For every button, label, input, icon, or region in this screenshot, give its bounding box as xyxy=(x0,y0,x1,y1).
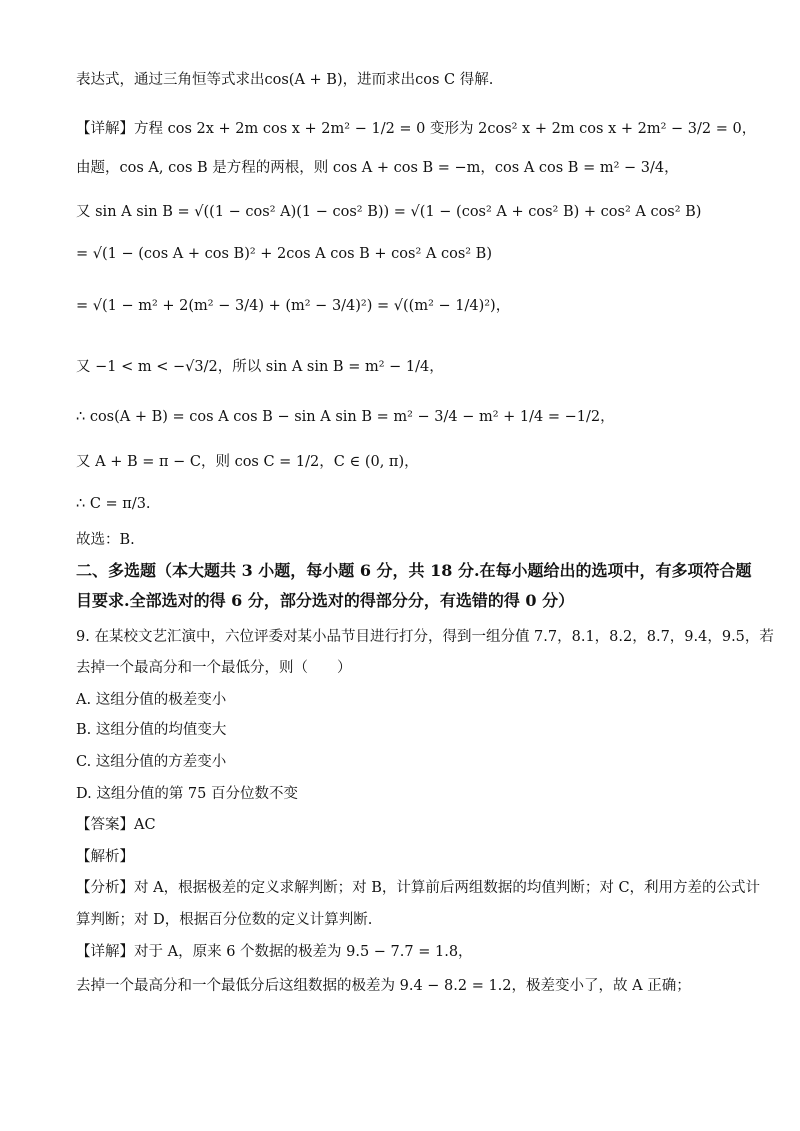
line-4-text: 又 sin A sin B = √((1 − cos² A)(1 − cos² B)) = √(1 − (cos² A + cos² B) + cos² A cos² B) xyxy=(76,204,702,220)
analysis-text-1: 【分析】对 A，根据极差的定义求解判断；对 B，计算前后两组数据的均值判断；对 C，利用方差的公式计 xyxy=(76,880,761,896)
line-10-text: ∴ C = π/3. xyxy=(76,496,151,512)
analysis-line-1 xyxy=(76,878,760,898)
section-heading-line-2 xyxy=(76,591,574,611)
option-a xyxy=(76,690,226,710)
option-d-text: D. 这组分值的第 75 百分位数不变 xyxy=(76,786,298,802)
line-5-text: = √(1 − (cos A + cos B)² + 2cos A cos B + cos² A cos² B) xyxy=(76,246,492,262)
answer-text: 【答案】AC xyxy=(76,817,156,833)
option-a-text: A. 这组分值的极差变小 xyxy=(76,692,227,708)
answer-line xyxy=(76,815,156,835)
option-c xyxy=(76,752,226,772)
option-d xyxy=(76,784,298,804)
analysis-text-2: 算判断；对 D，根据百分位数的定义计算判断. xyxy=(76,912,373,928)
section-heading-line-1 xyxy=(76,561,752,581)
question-line-2 xyxy=(76,658,352,678)
option-b-text: B. 这组分值的均值变大 xyxy=(76,722,227,738)
detail-text-2: 去掉一个最高分和一个最低分后这组数据的极差为 9.4 − 8.2 = 1.2，极差变小了，故 A 正确； xyxy=(76,978,691,994)
text-line-5 xyxy=(76,244,492,264)
line-11-text: 故选：B. xyxy=(76,532,135,548)
text-line-10 xyxy=(76,494,151,514)
line-6-text: = √(1 − m² + 2(m² − 3/4) + (m² − 3/4)²) = √((m² − 1/4)²)， xyxy=(76,298,511,314)
line-8-text: ∴ cos(A + B) = cos A cos B − sin A sin B = m² − 3/4 − m² + 1/4 = −1/2， xyxy=(76,409,615,425)
analysis-heading-text: 【解析】 xyxy=(76,849,134,865)
text-line-4 xyxy=(76,202,701,222)
question-text-1: 9. 在某校文艺汇演中，六位评委对某小品节目进行打分，得到一组分值 7.7，8.1，8.2，8.7，9.4，9.5，若 xyxy=(76,629,774,645)
line-9-text: 又 A + B = π − C，则 cos C = 1/2，C ∈ (0, π)， xyxy=(76,454,419,470)
text-line-6 xyxy=(76,296,510,316)
text-line-1 xyxy=(76,70,493,90)
option-c-text: C. 这组分值的方差变小 xyxy=(76,754,227,770)
text-line-11 xyxy=(76,530,135,550)
section-heading-text-1: 二、多选题（本大题共 3 小题，每小题 6 分，共 18 分.在每小题给出的选项中，有多项符合题 xyxy=(76,561,752,580)
line-3-text: 由题，cos A, cos B 是方程的两根，则 cos A + cos B = −m，cos A cos B = m² − 3/4， xyxy=(76,160,679,176)
detail-text-1: 【详解】对于 A，原来 6 个数据的极差为 9.5 − 7.7 = 1.8， xyxy=(76,944,473,960)
option-b xyxy=(76,720,226,740)
line-7-text: 又 −1 < m < −√3/2，所以 sin A sin B = m² − 1/4， xyxy=(76,359,444,375)
text-line-8 xyxy=(76,407,615,427)
detail-line-2 xyxy=(76,976,691,996)
text-line-9 xyxy=(76,452,419,472)
question-text-2: 去掉一个最高分和一个最低分，则（ ） xyxy=(76,660,352,676)
text-line-7 xyxy=(76,357,444,377)
line-1-text: 表达式，通过三角恒等式求出cos(A + B)，进而求出cos C 得解. xyxy=(76,72,494,88)
text-line-2 xyxy=(76,119,756,139)
detail-line-1 xyxy=(76,942,473,962)
analysis-line-2 xyxy=(76,910,372,930)
line-2-text: 【详解】方程 cos 2x + 2m cos x + 2m² − 1/2 = 0 变形为 2cos² x + 2m cos x + 2m² − 3/2 = 0， xyxy=(76,121,757,137)
analysis-heading xyxy=(76,847,134,867)
question-line-1 xyxy=(76,627,774,647)
section-heading-text-2: 目要求.全部选对的得 6 分，部分选对的得部分分，有选错的得 0 分） xyxy=(76,591,575,610)
text-line-3 xyxy=(76,158,679,178)
